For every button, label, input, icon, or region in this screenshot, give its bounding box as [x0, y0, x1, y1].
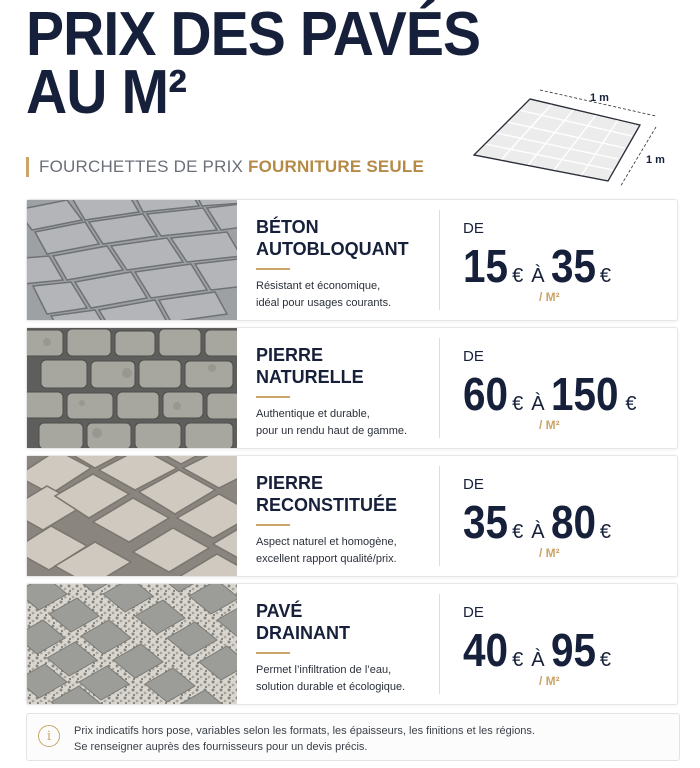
product-name — [256, 216, 446, 260]
product-name — [256, 472, 446, 516]
price-row-beton — [26, 199, 678, 321]
reconstituted-stone-texture — [27, 456, 237, 576]
gold-rule — [256, 396, 290, 398]
price-range — [463, 348, 673, 432]
page-title-line-2: AU M² — [26, 58, 187, 127]
description-line-1: Permet l’infiltration de l’eau, — [256, 664, 392, 676]
price-unit: / M² — [539, 546, 560, 560]
price-from-label: DE — [463, 604, 484, 621]
product-name — [256, 600, 446, 644]
divider — [439, 466, 440, 566]
product-name-line-2: NATURELLE — [256, 367, 364, 387]
drainage-pavers-texture — [27, 584, 237, 704]
subtitle-emphasis: FOURNITURE SEULE — [247, 157, 425, 176]
price-to-label: À — [531, 393, 545, 415]
price-from-label: DE — [463, 348, 484, 365]
info-icon: i — [38, 725, 60, 747]
concrete-pavers-texture — [27, 200, 237, 320]
price-from-label: DE — [463, 476, 484, 493]
page-title-line-1: PRIX DES PAVÉS — [26, 0, 481, 69]
description-line-2: solution durable et écologique. — [256, 681, 406, 693]
price-range — [463, 476, 673, 560]
description-line-1: Résistant et économique, — [256, 280, 381, 292]
currency-symbol: € — [599, 265, 611, 287]
price-min: 60 — [463, 368, 509, 420]
divider — [439, 338, 440, 438]
description-line-2: pour un rendu haut de gamme. — [256, 425, 408, 437]
subtitle-prefix: FOURCHETTES DE PRIX — [39, 157, 244, 176]
price-to-label: À — [531, 521, 545, 543]
product-name-line-1: PAVÉ — [256, 601, 303, 621]
price-row-pave-drainant — [26, 583, 678, 705]
price-row-pierre-reconstituee — [26, 455, 678, 577]
price-unit: / M² — [539, 290, 560, 304]
gold-rule — [256, 524, 290, 526]
price-range — [463, 220, 673, 304]
description-line-2: excellent rapport qualité/prix. — [256, 553, 397, 565]
width-label: 1 m — [590, 92, 609, 104]
product-description — [256, 534, 456, 568]
price-max: 150 — [550, 368, 619, 420]
price-max: 95 — [550, 624, 596, 676]
price-to-label: À — [531, 265, 545, 287]
product-name-line-1: PIERRE — [256, 345, 324, 365]
square-meter-illustration — [470, 85, 670, 195]
product-name-line-2: DRAINANT — [256, 623, 350, 643]
price-unit: / M² — [539, 674, 560, 688]
product-description — [256, 662, 456, 696]
product-description — [256, 278, 456, 312]
price-row-pierre-naturelle — [26, 327, 678, 449]
currency-symbol: € — [599, 521, 611, 543]
price-min: 40 — [463, 624, 509, 676]
price-min: 15 — [463, 240, 509, 292]
gold-rule — [256, 652, 290, 654]
price-to-label: À — [531, 649, 545, 671]
product-description — [256, 406, 456, 440]
currency-symbol: € — [512, 649, 524, 671]
disclaimer-line-1: Prix indicatifs hors pose, variables selon les formats, les épaisseurs, les finitions et les régions. — [74, 725, 535, 737]
price-from-label: DE — [463, 220, 484, 237]
subtitle — [26, 157, 424, 177]
currency-symbol: € — [512, 521, 524, 543]
price-max: 80 — [550, 496, 596, 548]
product-name — [256, 344, 446, 388]
gold-rule — [256, 268, 290, 270]
currency-symbol: € — [512, 265, 524, 287]
currency-symbol: € — [599, 649, 611, 671]
currency-symbol: € — [512, 393, 524, 415]
description-line-1: Authentique et durable, — [256, 408, 370, 420]
description-line-1: Aspect naturel et homogène, — [256, 536, 397, 548]
product-name-line-2: RECONSTITUÉE — [256, 495, 398, 515]
product-name-line-2: AUTOBLOQUANT — [256, 239, 409, 259]
price-unit: / M² — [539, 418, 560, 432]
currency-symbol: € — [625, 393, 637, 415]
price-min: 35 — [463, 496, 509, 548]
depth-label: 1 m — [646, 154, 665, 166]
price-max: 35 — [550, 240, 596, 292]
price-range — [463, 604, 673, 688]
description-line-2: idéal pour usages courants. — [256, 297, 392, 309]
disclaimer-note — [26, 713, 680, 761]
page-title — [26, 0, 481, 127]
product-name-line-1: PIERRE — [256, 473, 324, 493]
natural-stone-texture — [27, 328, 237, 448]
price-list — [26, 199, 678, 711]
product-name-line-1: BÉTON — [256, 217, 319, 237]
disclaimer-line-2: Se renseigner auprès des fournisseurs pour un devis précis. — [74, 741, 368, 753]
divider — [439, 210, 440, 310]
divider — [439, 594, 440, 694]
